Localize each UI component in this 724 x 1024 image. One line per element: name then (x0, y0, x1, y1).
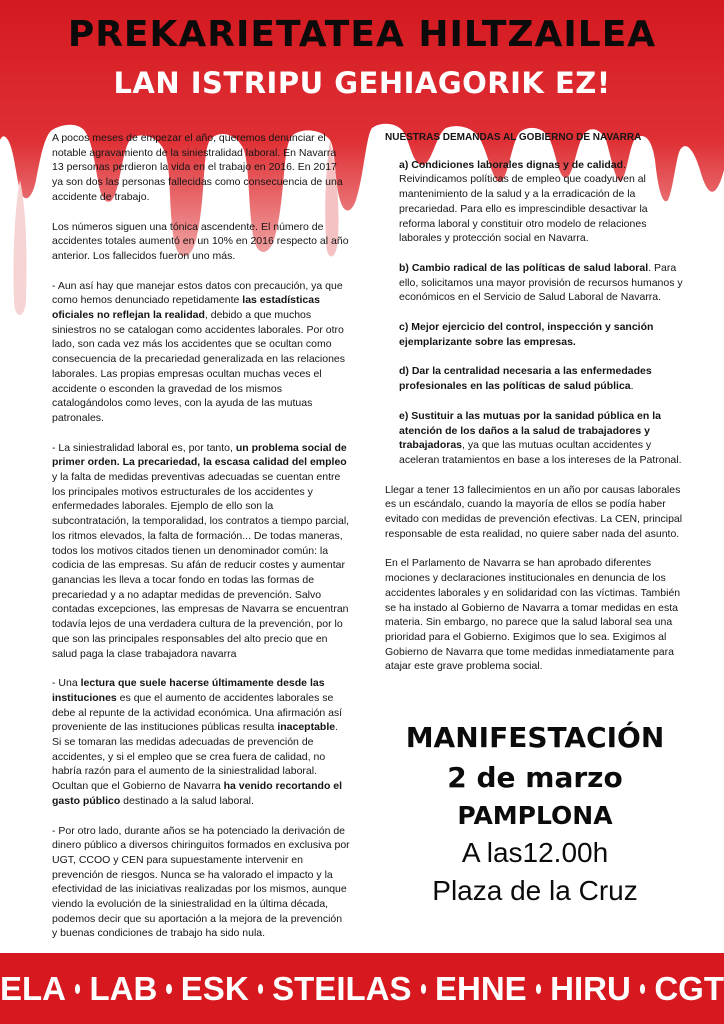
demands-heading: NUESTRAS DEMANDAS AL GOBIERNO DE NAVARRA (385, 132, 642, 143)
bullet-icon (258, 984, 263, 994)
bullet-icon (75, 984, 80, 994)
bullet-icon (421, 984, 426, 994)
event-place: Plaza de la Cruz (432, 875, 638, 906)
right-column (385, 131, 685, 689)
bullet-icon (536, 984, 541, 994)
event-time: A las12.00h (461, 837, 609, 868)
event-city: PAMPLONA (457, 801, 613, 830)
bullet-icon (166, 984, 171, 994)
event-date: 2 de marzo (447, 761, 623, 794)
paragraph: - Una lectura que suele hacerse últimamente desde las instituciones es que el aumento de accidentes laborales se debe al repunte de la actividad económica. Una afirmación así proveniente de las instituciones públicas resulta inaceptable. Si se tomaran las medidas adecuadas de prevención de accidentes, y si el empleo que se crea fuera de calidad, no habría razón para el aumento de la siniestralidad laboral. Ocultan que el Gobierno de Navarra ha venido recortando el gasto público destinado a la salud laboral. (52, 677, 343, 807)
org-cgt: CGT (654, 969, 724, 1007)
paragraph: Llegar a tener 13 fallecimientos en un año por causas laborales es un escándalo, cuando la mayoría de ellos se podía haber evitado con medidas de prevención efectivas. La CEN, principal responsable de esta realidad, no quiere saber nada del asunto. (385, 483, 683, 540)
demonstration-block (385, 718, 685, 910)
paragraph: A pocos meses de empezar el año, queremos denunciar el notable agravamiento de la siniestralidad laboral. En Navarra 13 personas perdieron la vida en el trabajo en 2016. En 2017 ya son dos las personas fallecidas como consecuencia de una accidente de trabajo. (52, 132, 343, 203)
org-steilas: STEILAS (272, 969, 412, 1007)
paragraph: - Por otro lado, durante años se ha potenciado la derivación de dinero público a diversos chiringuitos formados en exclusiva por UGT, CCOO y CEN para supuestamente intervenir en prevención de riesgos. Nunca se ha valorado el impacto y la efectividad de las iniciativas realizadas por los mismos, aunque viendo la evolución de la siniestralidad en la última década, podemos decir que su aportación a la mejora de la prevención y buenas condiciones de trabajo ha sido nula. (52, 824, 350, 940)
org-esk: ESK (180, 969, 249, 1007)
footer-organizations (0, 953, 724, 1024)
paragraph: Los números siguen una tónica ascendente. El número de accidentes totales aumentó en un 10% en 2016 respecto al año anterior. Los fallecidos fueron uno más. (52, 220, 349, 262)
paragraph: - La siniestralidad laboral es, por tanto, un problema social de primer orden. La precariedad, la escasa calidad del empleo y la falta de medidas preventivas adecuadas se cuentan entre los principales motivos estructurales de los accidentes y enfermedades laborales. Ejemplo de ello son la subcontratación, la temporalidad, los contratos a tiempo parcial, los ritmos elevados, la falta de formación... De todas maneras, todos los motivos citados tienen un denominador común: la codicia de las empresas. Su afán de reducir costes y aumentar ganancias les lleva a tocar fondo en todas las formas de precariedad y a no adaptar medidas de prevención. Salvo contadas excepciones, las empresas de Navarra se encuentran todavía lejos de una verdadera cultura de la prevención, por lo que son las principales responsables del alto precio que en salud paga la clase trabajadora navarra (52, 441, 350, 660)
org-hiru: HIRU (550, 969, 631, 1007)
org-lab: LAB (89, 969, 158, 1007)
subtitle: LAN ISTRIPU GEHIAGORIK EZ! (113, 66, 611, 100)
org-ehne: EHNE (434, 969, 527, 1007)
demand-b: b) Cambio radical de las políticas de salud laboral. Para ello, solicitamos una mayor provisión de recursos humanos y económicos en el Servicio de Salud Laboral de Navarra. (399, 261, 683, 304)
demand-d: d) Dar la centralidad necesaria a las enfermedades profesionales en las políticas de salud pública. (399, 365, 652, 393)
bullet-icon (640, 984, 645, 994)
left-column (52, 131, 350, 956)
main-title: PREKARIETATEA HILTZAILEA (67, 14, 657, 55)
demand-e: e) Sustituir a las mutuas por la sanidad pública en la atención de los daños a la salud de trabajadores y trabajadoras, ya que las mutuas ocultan accidentes y aceleran tratamientos en base a los intereses de la Patronal. (399, 409, 682, 466)
org-ela: ELA (0, 969, 66, 1007)
paragraph: En el Parlamento de Navarra se han aprobado diferentes mociones y declaraciones institucionales en denuncia de los accidentes laborales y en solidaridad con las víctimas. También se ha instado al Gobierno de Navarra a tomar medidas en esta materia. Sin embargo, no parece que la salud laboral sea una prioridad para el Gobierno. Exigimos que lo sea. Exigimos al Gobierno de Navarra que tome medidas inmediatamente para atajar este grave problema social. (385, 557, 681, 673)
demand-a: a) Condiciones laborales dignas y de calidad. Reivindicamos políticas de empleo que coadyuven al mantenimiento de la salud y a la erradicación de la precariedad. Para ello es imprescindible desactivar la reforma laboral y constituir otro modelo de relaciones laborales y protección social en Navarra. (399, 158, 648, 245)
paragraph: - Aun así hay que manejar estos datos con precaución, ya que como hemos denunciado repetidamente las estadísticas oficiales no reflejan la realidad, debido a que muchos siniestros no se catalogan como accidentes laborales. Por otro lado, son cada vez más los accidentes que se ocultan como consecuencia de la precariedad generalizada en las relaciones laborales. Las propias empresas ocultan muchas veces el accidente o esconden la gravedad de los mismos catalogándolos como leves, con la ayuda de las mutuas patronales. (52, 279, 346, 424)
event-title: MANIFESTACIÓN (405, 721, 665, 754)
demand-c: c) Mejor ejercicio del control, inspección y sanción ejemplarizante sobre las empresas. (399, 321, 654, 348)
